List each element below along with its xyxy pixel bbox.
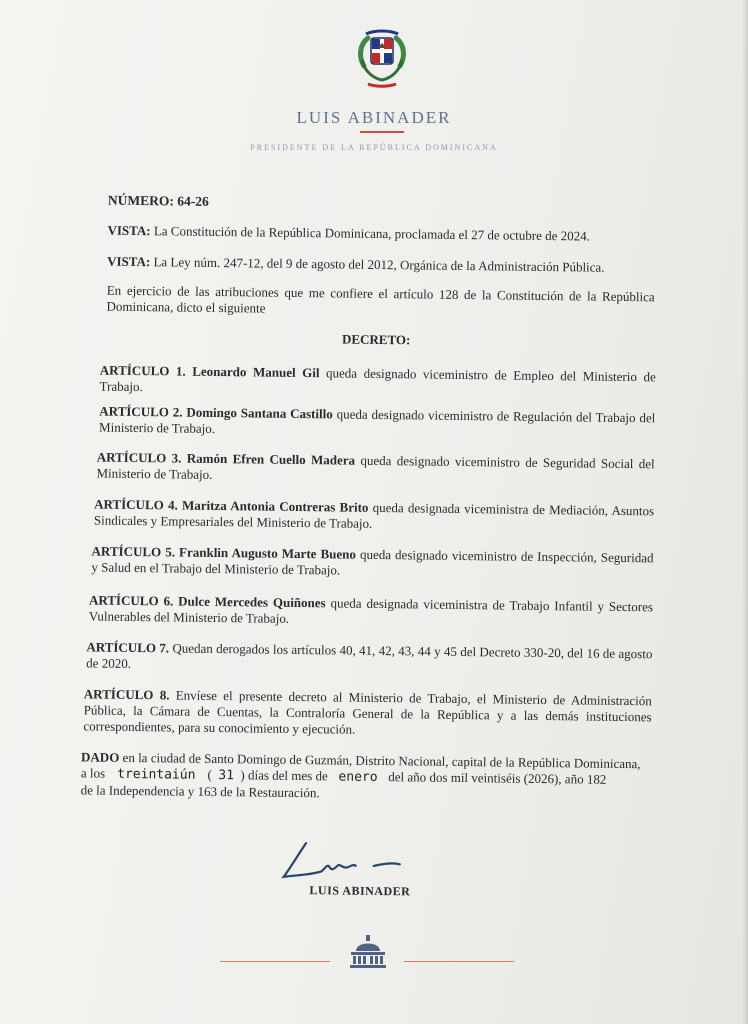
decree-number [108, 193, 209, 210]
signature-name: LUIS ABINADER [309, 883, 411, 899]
dado-text-2b: días del mes de [247, 767, 328, 784]
paren-close: ) [240, 767, 245, 783]
dado-text-2c: del año dos mil veintiséis (2026), año 182 [388, 769, 607, 787]
article-7-label: ARTÍCULO 7. [86, 639, 170, 656]
month-field: enero [338, 769, 378, 785]
footer-rule-left [220, 961, 330, 962]
article-6-label: ARTÍCULO 6. [88, 592, 174, 609]
article-3 [96, 450, 654, 489]
article-2-label: ARTÍCULO 2. [99, 403, 183, 420]
article-3-name: Ramón Efren Cuello Madera [186, 450, 356, 468]
article-6-text: queda designada viceministra de Trabajo Infantil y Sectores Vulnerables del Ministerio de Trabajo. [88, 595, 654, 626]
letterhead-name: LUIS ABINADER [296, 108, 452, 127]
article-1-text: queda designado viceministro de Empleo del Ministerio de Trabajo. [99, 365, 656, 395]
vista-2 [107, 254, 627, 276]
number-label: NÚMERO: [107, 192, 174, 209]
article-1-label: ARTÍCULO 1. [99, 362, 186, 379]
vista-2-label: VISTA: [107, 253, 151, 270]
article-2-name: Domingo Santana Castillo [186, 404, 333, 422]
dado-text-2a: a los [80, 765, 106, 781]
signature-icon [276, 837, 417, 889]
dado-line-3: de la Independencia y 163 de la Restauración. [80, 782, 320, 801]
article-7-text: Quedan derogados los artículos 40, 41, 42, 43, 44 y 45 del Decreto 330-20, del 16 de agosto de 2020. [86, 640, 653, 671]
article-3-text: queda designado viceministro de Seguridad Social del Ministerio de Trabajo. [96, 452, 655, 482]
article-1-name: Leonardo Manuel Gil [192, 363, 320, 381]
national-palace-icon [347, 931, 389, 969]
article-5-text: queda designado viceministro de Inspección, Seguridad y Salud en el Trabajo del Ministerio de Trabajo. [91, 546, 654, 578]
day-number-field: 31 [218, 768, 235, 784]
article-4 [94, 497, 654, 536]
preamble: En ejercicio de las atribuciones que me confiere el artículo 128 de la Constitución de la República Dominicana, dicto el siguiente [106, 282, 655, 316]
article-6-name: Dulce Mercedes Quiñones [178, 593, 326, 611]
dado-label: DADO [80, 749, 120, 765]
dado-clause [81, 749, 654, 805]
article-8 [83, 686, 652, 741]
article-4-text: queda designada viceministra de Mediación, Asuntos Sindicales y Empresariales del Ministerio de Trabajo. [93, 499, 655, 531]
article-7 [86, 639, 652, 678]
article-3-label: ARTÍCULO 3. [96, 449, 182, 466]
dado-text-1: en la ciudad de Santo Domingo de Guzmán, Distrito Nacional, capital de la República Dominicana, [122, 749, 641, 772]
article-5-name: Franklin Augusto Marte Bueno [178, 544, 357, 562]
number-value: 64-26 [177, 193, 209, 209]
footer-rule-right [404, 961, 514, 962]
vista-2-text: La Ley núm. 247-12, del 9 de agosto del 2012, Orgánica de la Administración Pública. [153, 254, 605, 275]
vista-1 [107, 223, 627, 245]
article-8-text: Envíese el presente decreto al Ministerio de Trabajo, el Ministerio de Administración Pública, la Cámara de Cuentas, la Contraloría General de la República y a las demás instituciones correspondientes, para su conocimiento y ejecución. [83, 687, 652, 737]
paren-open: ( [207, 766, 213, 782]
article-1 [100, 363, 656, 402]
article-2 [99, 404, 655, 443]
article-2-text: queda designado viceministro de Regulación del Trabajo del Ministerio de Trabajo. [99, 406, 656, 436]
article-5-label: ARTÍCULO 5. [91, 543, 176, 560]
day-words-field: treintaiún [117, 766, 196, 783]
article-6 [89, 592, 653, 631]
article-8-label: ARTÍCULO 8. [83, 686, 170, 703]
article-5 [91, 543, 653, 582]
vista-1-text: La Constitución de la República Dominicana, proclamada el 27 de octubre de 2024. [153, 223, 591, 244]
article-4-name: Maritza Antonia Contreras Brito [181, 497, 369, 515]
decree-heading: DECRETO: [341, 331, 411, 348]
vista-1-label: VISTA: [107, 222, 151, 239]
article-4-label: ARTÍCULO 4. [94, 496, 178, 513]
letterhead-subtitle: PRESIDENTE DE LA REPÚBLICA DOMINICANA [250, 143, 498, 152]
